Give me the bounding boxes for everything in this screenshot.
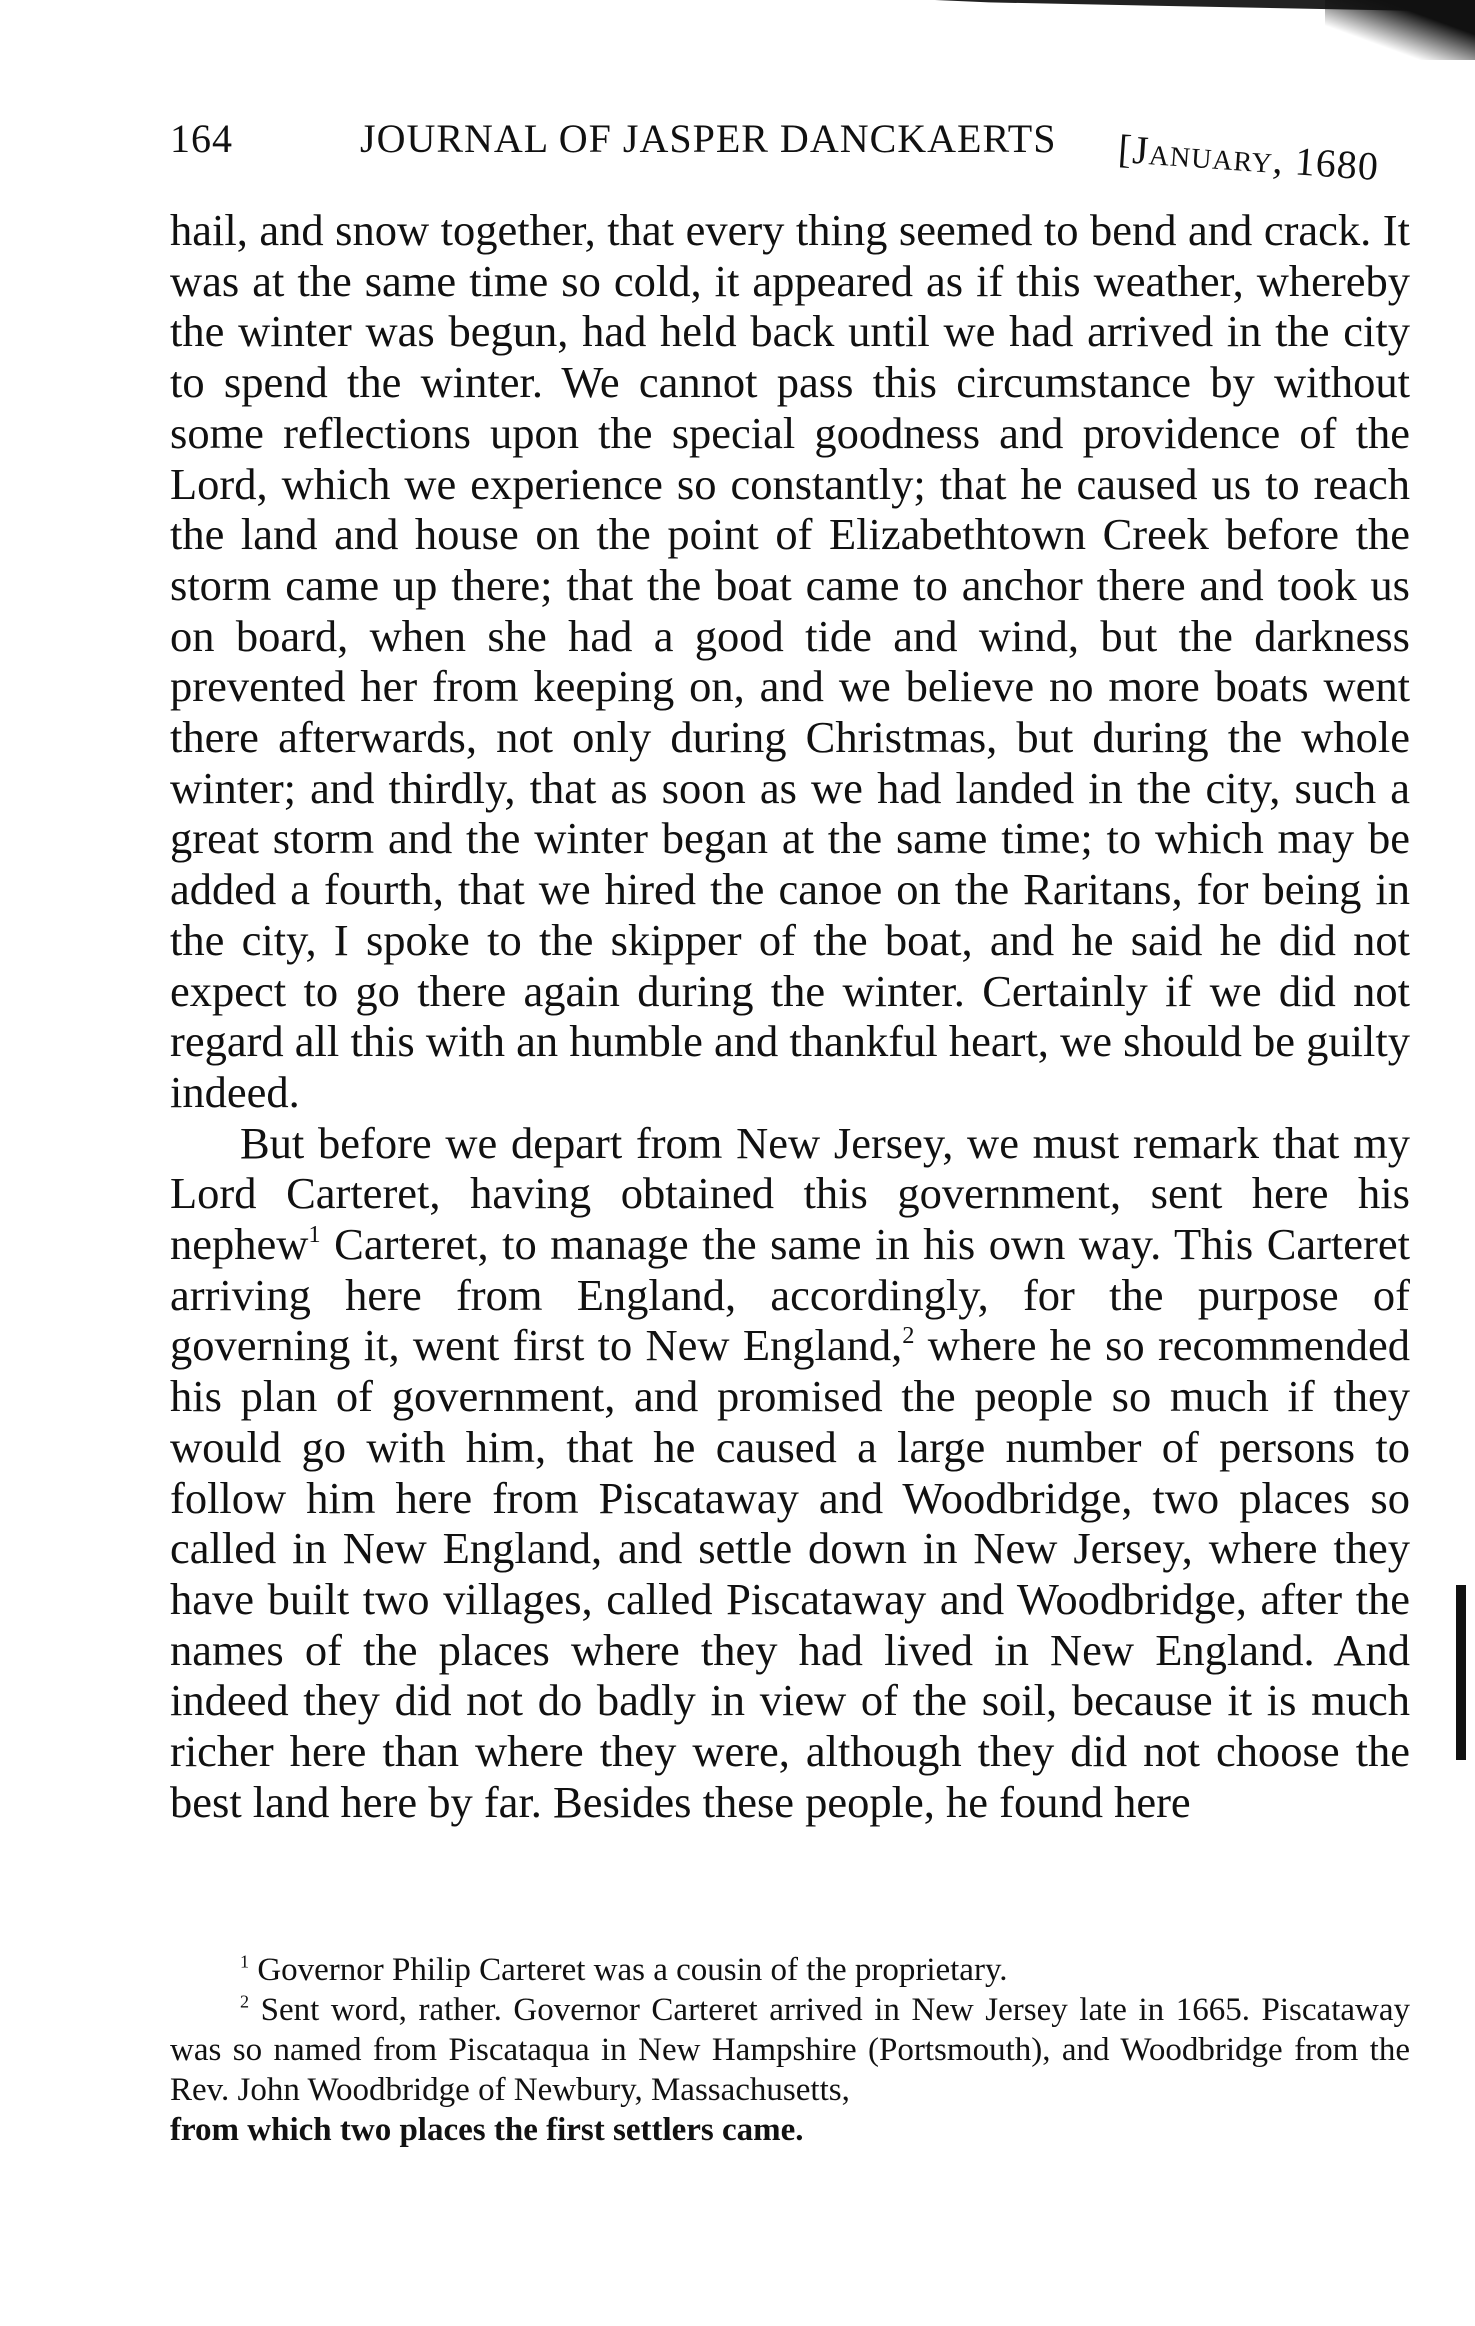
paragraph-2-part-c: where he so recommended his plan of government, and promised the people so much if they would go with him, that he caused a large number of persons to follow him here from Piscataway and Woodbridge, two places so called in New England, and settle down in New Jersey, where they have built two villages, called Piscataway and Woodbridge, after the names of the places where they had lived in New England. And indeed they did not do badly in view of the soil, because it is much richer here than where they were, although they did not choose the best land here by far. Besides these people, he found here bbox=[170, 1320, 1411, 1827]
footnote-1 bbox=[170, 1950, 1410, 1990]
footnote-1-text: Governor Philip Carteret was a cousin of the proprietary. bbox=[249, 1952, 1008, 1988]
paragraph-2-part-a: But before we depart from New Jersey, we must remark that my Lord Carteret, having obtained this government, sent here his nephew bbox=[170, 1117, 1410, 1270]
page-number: 164 bbox=[170, 116, 233, 161]
scan-margin-mark bbox=[1456, 1585, 1466, 1760]
paragraph-2-part-b: Carteret, to manage the same in his own way. This Carteret arriving here from England, accordingly, for the purpose of governing it, went first to New England, bbox=[170, 1219, 1410, 1371]
running-date: [January, 1680 bbox=[1116, 125, 1381, 190]
footnote-2 bbox=[170, 1990, 1410, 2110]
footnote-2-end: from which two places the first settlers came. bbox=[170, 2112, 804, 2148]
body-text bbox=[170, 205, 1410, 1828]
footnotes bbox=[170, 1950, 1410, 2150]
footnote-ref-2: 2 bbox=[902, 1322, 915, 1350]
footnote-2-text: Sent word, rather. Governor Carteret arrived in New Jersey late in 1665. Piscataway was so named from Piscataqua in New Hampshire (Portsmouth), and Woodbridge from the Rev. John Woodbridge of Newbury, Massachusetts, bbox=[170, 1992, 1410, 2108]
footnote-1-mark: 1 bbox=[240, 1951, 250, 1972]
footnote-ref-1: 1 bbox=[308, 1220, 321, 1248]
paragraph-1: hail, and snow together, that every thing seemed to bend and crack. It was at the same time so cold, it appeared as if this weather, whereby the winter was begun, had held back until we had arrived in the city to spend the winter. We cannot pass this circumstance by without some reflections upon the special goodness and providence of the Lord, which we experience so constantly; that he caused us to reach the land and house on the point of Elizabethtown Creek before the storm came up there; that the boat came to anchor there and took us on board, when she had a good tide and wind, but the darkness prevented her from keeping on, and we believe no more boats went there afterwards, not only during Christmas, but during the whole winter; and thirdly, that as soon as we had landed in the city, such a great storm and the winter began at the same time; to which may be added a fourth, that we hired the canoe on the Raritans, for being in the city, I spoke to the skipper of the boat, and he said he did not expect to go there again during the winter. Certainly if we did not regard all this with an humble and thankful heart, we should be guilty indeed. bbox=[170, 205, 1410, 1117]
running-title: JOURNAL OF JASPER DANCKAERTS bbox=[360, 116, 1057, 161]
footnote-2-mark: 2 bbox=[240, 1991, 250, 2012]
paragraph-2 bbox=[170, 1118, 1410, 1828]
scan-corner-shadow bbox=[1325, 0, 1475, 60]
